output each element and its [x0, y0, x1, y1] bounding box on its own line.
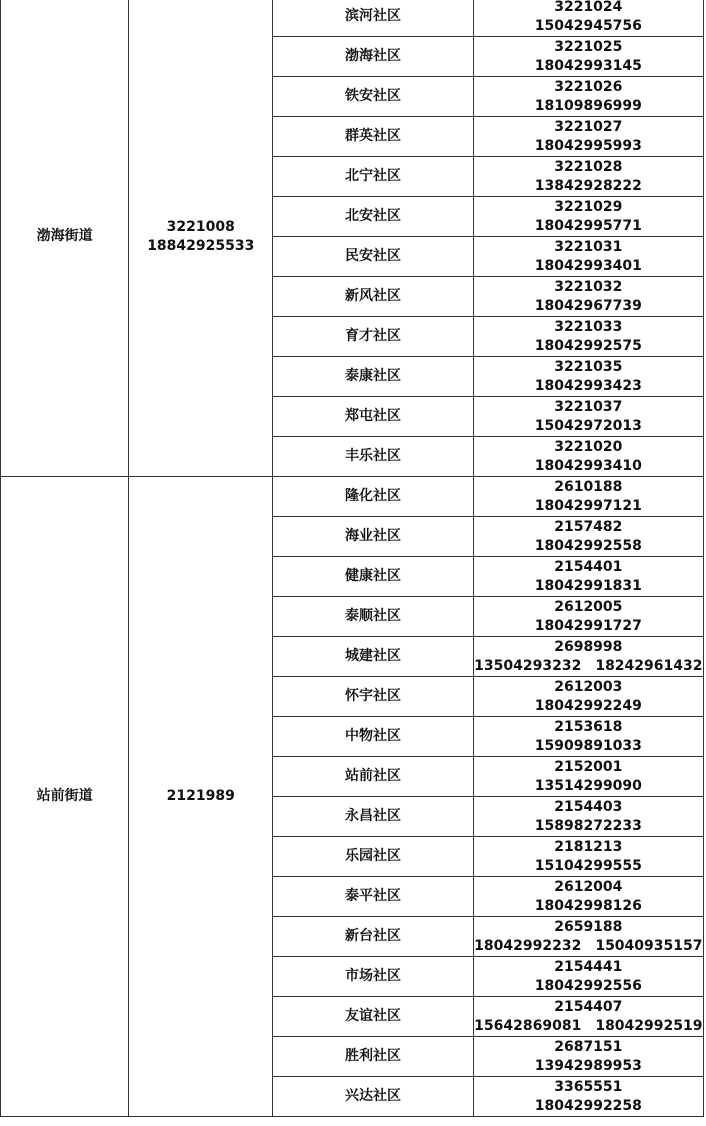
mobile-phone: 18042992575 [534, 337, 642, 354]
mobile-phone: 15909891033 [534, 737, 642, 754]
community-name-cell [273, 157, 473, 197]
office-phone: 2157482 [554, 518, 623, 535]
office-phone: 3221029 [554, 198, 623, 215]
community-name: 群英社区 [345, 128, 402, 144]
community-contact-cell [473, 437, 703, 477]
street-phone: 2121989 [166, 788, 235, 804]
mobile-phone: 15040935157 [595, 937, 703, 954]
mobile-phone: 18042992556 [534, 977, 642, 994]
office-phone: 3221028 [554, 158, 623, 175]
community-name-cell [273, 77, 473, 117]
mobile-phone: 18042992249 [534, 697, 642, 714]
mobile-phone: 18042992258 [534, 1097, 642, 1114]
community-name: 市场社区 [345, 968, 402, 984]
office-phone: 2181213 [554, 838, 623, 855]
community-contact-cell [473, 837, 703, 877]
street-phone: 3221008 [166, 218, 235, 235]
community-contact-cell [473, 997, 703, 1037]
community-contact-cell [473, 557, 703, 597]
community-name-cell [273, 997, 473, 1037]
community-name: 北宁社区 [345, 168, 402, 184]
office-phone: 2154403 [554, 798, 623, 815]
community-contact-cell [473, 477, 703, 517]
community-contact-cell [473, 717, 703, 757]
mobile-phones [474, 937, 703, 956]
office-phone: 2612005 [554, 598, 623, 615]
mobile-phone: 18042997121 [534, 497, 642, 514]
office-phone: 2659188 [554, 918, 623, 935]
mobile-phones [474, 817, 703, 836]
community-contact-cell [473, 237, 703, 277]
office-phone: 3365551 [554, 1078, 623, 1095]
street-name: 渤海街道 [36, 228, 93, 244]
community-name-cell [273, 917, 473, 957]
mobile-phone: 18042993401 [534, 257, 642, 274]
mobile-phone: 13504293232 [474, 657, 582, 674]
community-name: 城建社区 [345, 648, 402, 664]
community-name: 泰平社区 [345, 888, 402, 904]
mobile-phones [474, 497, 703, 516]
community-name: 渤海社区 [345, 48, 402, 64]
community-name-cell [273, 1077, 473, 1117]
mobile-phone: 15898272233 [534, 817, 642, 834]
community-contact-cell [473, 317, 703, 357]
community-contact-cell [473, 917, 703, 957]
mobile-phones [474, 97, 703, 116]
mobile-phone: 15104299555 [534, 857, 642, 874]
mobile-phone: 18042993410 [534, 457, 642, 474]
office-phone: 2154401 [554, 558, 623, 575]
community-name: 胜利社区 [345, 1048, 402, 1064]
community-name-cell [273, 797, 473, 837]
mobile-phones [474, 17, 703, 36]
community-contact-cell [473, 157, 703, 197]
community-name-cell [273, 957, 473, 997]
mobile-phone: 15042945756 [534, 17, 642, 34]
office-phone: 2610188 [554, 478, 623, 495]
community-contact-cell [473, 797, 703, 837]
mobile-phones [474, 657, 703, 676]
street-phone: 18842925533 [147, 237, 255, 254]
community-name-cell [273, 437, 473, 477]
community-name: 永昌社区 [345, 808, 402, 824]
community-name: 兴达社区 [345, 1088, 402, 1104]
office-phone: 2698998 [554, 638, 623, 655]
mobile-phones [474, 697, 703, 716]
community-name: 隆化社区 [345, 488, 402, 504]
community-name: 怀宇社区 [345, 688, 402, 704]
community-name: 中物社区 [345, 728, 402, 744]
mobile-phone: 18042992232 [474, 937, 582, 954]
community-name-cell [273, 837, 473, 877]
community-name-cell [273, 277, 473, 317]
mobile-phone: 13514299090 [534, 777, 642, 794]
community-contact-cell [473, 197, 703, 237]
mobile-phone: 18042992558 [534, 537, 642, 554]
mobile-phones [474, 1017, 703, 1036]
office-phone: 2612004 [554, 878, 623, 895]
office-phone: 3221037 [554, 398, 623, 415]
community-contact-cell [473, 77, 703, 117]
community-name: 海业社区 [345, 528, 402, 544]
community-name: 泰康社区 [345, 368, 402, 384]
table-row [1, 0, 704, 37]
mobile-phones [474, 57, 703, 76]
mobile-phone: 18042967739 [534, 297, 642, 314]
community-name: 站前社区 [345, 768, 402, 784]
community-contact-cell [473, 597, 703, 637]
community-name-cell [273, 757, 473, 797]
mobile-phone: 18042993423 [534, 377, 642, 394]
street-phone-cell [129, 0, 273, 477]
community-name-cell [273, 477, 473, 517]
mobile-phones [474, 337, 703, 356]
mobile-phone: 13942989953 [534, 1057, 642, 1074]
community-name: 乐园社区 [345, 848, 402, 864]
community-contact-cell [473, 357, 703, 397]
mobile-phone: 18042991831 [534, 577, 642, 594]
mobile-phone: 18042991727 [534, 617, 642, 634]
street-name-cell [1, 477, 129, 1117]
mobile-phones [474, 297, 703, 316]
mobile-phones [474, 417, 703, 436]
mobile-phone: 18242961432 [595, 657, 703, 674]
community-name-cell [273, 557, 473, 597]
office-phone: 3221027 [554, 118, 623, 135]
community-contact-cell [473, 37, 703, 77]
community-contact-cell [473, 757, 703, 797]
community-name: 友谊社区 [345, 1008, 402, 1024]
office-phone: 3221035 [554, 358, 623, 375]
mobile-phones [474, 377, 703, 396]
mobile-phone: 13842928222 [534, 177, 642, 194]
street-phone-cell [129, 477, 273, 1117]
mobile-phone: 18042993145 [534, 57, 642, 74]
community-name-cell [273, 1037, 473, 1077]
mobile-phones [474, 577, 703, 596]
community-contact-cell [473, 397, 703, 437]
mobile-phones [474, 897, 703, 916]
mobile-phones [474, 137, 703, 156]
community-name: 丰乐社区 [345, 448, 402, 464]
community-name-cell [273, 357, 473, 397]
table-row [1, 477, 704, 517]
office-phone: 2612003 [554, 678, 623, 695]
community-name: 民安社区 [345, 248, 402, 264]
mobile-phone: 18042995771 [534, 217, 642, 234]
office-phone: 3221025 [554, 38, 623, 55]
community-name-cell [273, 597, 473, 637]
community-name: 北安社区 [345, 208, 402, 224]
mobile-phones [474, 777, 703, 796]
office-phone: 3221024 [554, 0, 623, 15]
community-name-cell [273, 397, 473, 437]
mobile-phones [474, 537, 703, 556]
community-name: 泰顺社区 [345, 608, 402, 624]
mobile-phone: 15642869081 [474, 1017, 582, 1034]
office-phone: 2152001 [554, 758, 623, 775]
community-name-cell [273, 237, 473, 277]
mobile-phones [474, 617, 703, 636]
mobile-phone: 18042992519 [595, 1017, 703, 1034]
office-phone: 3221033 [554, 318, 623, 335]
office-phone: 2154407 [554, 998, 623, 1015]
community-name: 新台社区 [345, 928, 402, 944]
community-name: 郑屯社区 [345, 408, 402, 424]
community-name-cell [273, 637, 473, 677]
mobile-phone: 18109896999 [534, 97, 642, 114]
community-name-cell [273, 117, 473, 157]
community-name: 铁安社区 [345, 88, 402, 104]
mobile-phones [474, 257, 703, 276]
community-name-cell [273, 717, 473, 757]
community-name-cell [273, 877, 473, 917]
table-body [1, 0, 704, 1117]
mobile-phone: 15042972013 [534, 417, 642, 434]
mobile-phones [474, 177, 703, 196]
community-contact-cell [473, 957, 703, 997]
community-name-cell [273, 0, 473, 37]
community-name-cell [273, 197, 473, 237]
community-name: 滨河社区 [345, 8, 402, 24]
office-phone: 3221026 [554, 78, 623, 95]
office-phone: 2687151 [554, 1038, 623, 1055]
mobile-phone: 18042998126 [534, 897, 642, 914]
community-contact-cell [473, 517, 703, 557]
community-contact-cell [473, 877, 703, 917]
community-name: 新风社区 [345, 288, 402, 304]
community-name: 健康社区 [345, 568, 402, 584]
community-contact-cell [473, 637, 703, 677]
mobile-phones [474, 1057, 703, 1076]
community-contact-cell [473, 677, 703, 717]
community-name: 育才社区 [345, 328, 402, 344]
community-name-cell [273, 317, 473, 357]
office-phone: 3221032 [554, 278, 623, 295]
mobile-phone: 18042995993 [534, 137, 642, 154]
community-contact-cell [473, 0, 703, 37]
office-phone: 2154441 [554, 958, 623, 975]
street-name-cell [1, 0, 129, 477]
mobile-phones [474, 857, 703, 876]
mobile-phones [474, 977, 703, 996]
street-name: 站前街道 [36, 788, 93, 804]
community-contact-cell [473, 1077, 703, 1117]
community-name-cell [273, 517, 473, 557]
community-contact-cell [473, 277, 703, 317]
mobile-phones [474, 1097, 703, 1116]
community-name-cell [273, 37, 473, 77]
office-phone: 2153618 [554, 718, 623, 735]
community-contact-cell [473, 117, 703, 157]
office-phone: 3221020 [554, 438, 623, 455]
community-name-cell [273, 677, 473, 717]
mobile-phones [474, 457, 703, 476]
office-phone: 3221031 [554, 238, 623, 255]
mobile-phones [474, 737, 703, 756]
mobile-phones [474, 217, 703, 236]
community-contact-cell [473, 1037, 703, 1077]
